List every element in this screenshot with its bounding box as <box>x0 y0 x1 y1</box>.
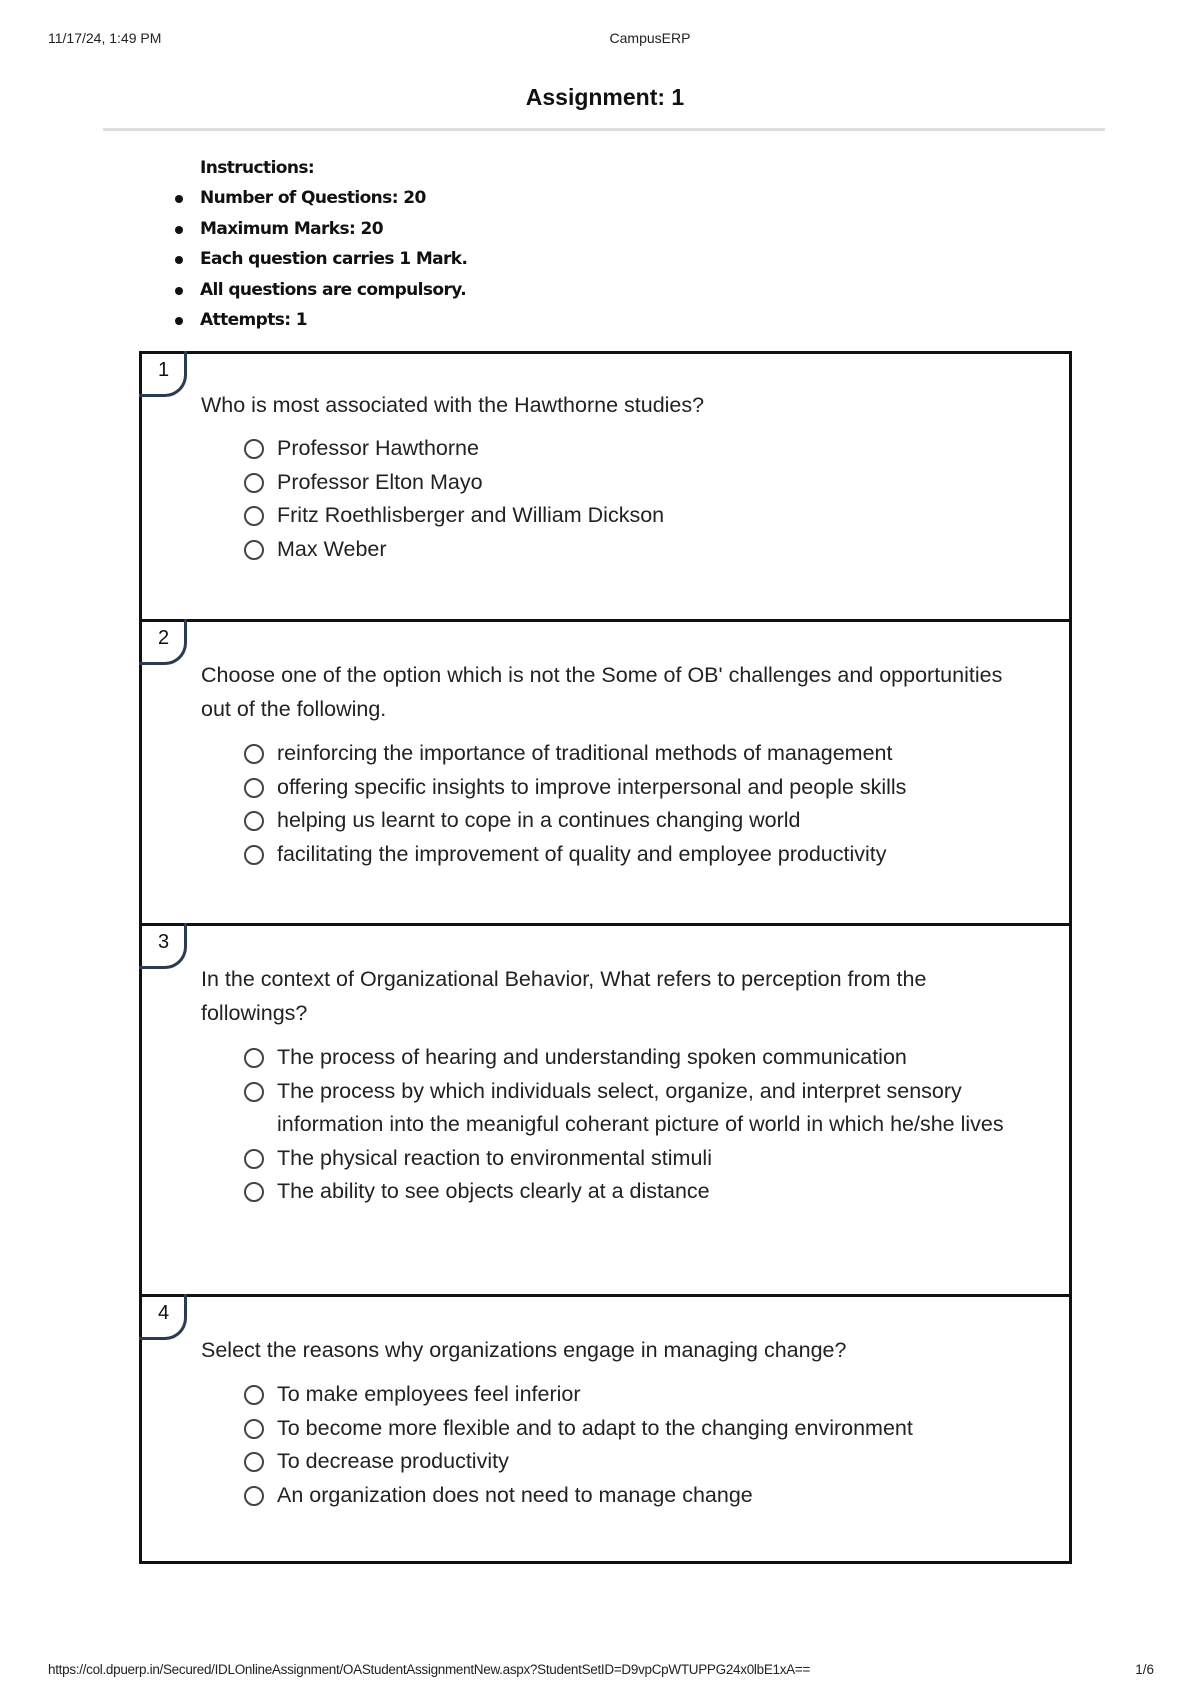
answer-option[interactable] <box>242 1075 1039 1142</box>
question-number-badge: 2 <box>139 619 187 665</box>
print-site-title: CampusERP <box>609 30 691 46</box>
answer-option[interactable] <box>242 499 1039 533</box>
option-label: The physical reaction to environmental stimuli <box>277 1145 712 1170</box>
answer-option[interactable] <box>242 1175 1039 1209</box>
option-label: Fritz Roethlisberger and William Dickson <box>277 503 665 527</box>
instruction-text: Number of Questions: 20 <box>200 188 426 208</box>
radio-button[interactable] <box>244 845 264 865</box>
option-label: To become more flexible and to adapt to the changing environment <box>277 1415 913 1440</box>
radio-button[interactable] <box>244 811 264 831</box>
question-number-badge: 3 <box>139 923 187 969</box>
question-number-badge: 1 <box>139 351 187 397</box>
radio-button[interactable] <box>244 439 264 459</box>
answer-option[interactable] <box>242 737 1039 771</box>
answer-option[interactable] <box>242 1479 1039 1513</box>
print-header <box>0 30 1200 50</box>
radio-button[interactable] <box>244 1182 264 1202</box>
answer-option[interactable] <box>242 771 1039 805</box>
question-text: Choose one of the option which is not the Some of OB' challenges and opportunities out of the following. <box>201 663 1003 721</box>
instruction-item-compulsory <box>200 278 467 309</box>
print-url: https://col.dpuerp.in/Secured/IDLOnlineAssignment/OAStudentAssignmentNew.aspx?StudentSetID=D9vpCpWTUPPG24x0lbE1xA== <box>48 1662 811 1677</box>
instruction-item-maximum-marks <box>200 217 467 248</box>
answer-option[interactable] <box>242 1445 1039 1479</box>
radio-button[interactable] <box>244 1486 264 1506</box>
question-text: Select the reasons why organizations engage in managing change? <box>201 1338 847 1362</box>
instruction-item-attempts <box>200 308 467 339</box>
radio-button[interactable] <box>244 1419 264 1439</box>
radio-button[interactable] <box>244 506 264 526</box>
bullet-icon <box>175 287 183 295</box>
instruction-item-number-of-questions <box>200 186 467 217</box>
option-label: helping us learnt to cope in a continues changing world <box>277 808 801 832</box>
radio-button[interactable] <box>244 1149 264 1169</box>
question-text: In the context of Organizational Behavior, What refers to perception from the followings? <box>201 967 927 1025</box>
radio-button[interactable] <box>244 1385 264 1405</box>
answer-option[interactable] <box>242 432 1039 466</box>
instructions-panel <box>200 156 467 339</box>
option-label: The process of hearing and understanding spoken communication <box>277 1045 907 1069</box>
answer-option[interactable] <box>242 1041 1039 1075</box>
radio-button[interactable] <box>244 1452 264 1472</box>
option-label: The process by which individuals select, organize, and interpret sensory information into the meanigful coherant picture of world in which he/she lives <box>277 1078 1004 1136</box>
radio-button[interactable] <box>244 1048 264 1068</box>
answer-option[interactable] <box>242 1412 1039 1446</box>
radio-button[interactable] <box>244 1082 264 1102</box>
bullet-icon <box>175 195 183 203</box>
radio-button[interactable] <box>244 744 264 764</box>
instructions-heading: Instructions: <box>200 158 315 178</box>
option-label: Professor Elton Mayo <box>277 469 483 494</box>
option-label: facilitating the improvement of quality and employee productivity <box>277 841 887 866</box>
instruction-text: Maximum Marks: 20 <box>200 218 384 239</box>
instruction-item-marks-per-question <box>200 247 467 278</box>
option-label: To make employees feel inferior <box>277 1382 581 1406</box>
page-indicator: 1/6 <box>1135 1662 1154 1677</box>
question-card-3 <box>139 923 1072 1297</box>
question-number-badge: 4 <box>139 1294 187 1340</box>
print-datetime: 11/17/24, 1:49 PM <box>48 30 162 46</box>
instructions-list <box>200 186 467 339</box>
option-label: reinforcing the importance of traditional methods of management <box>277 741 893 765</box>
answer-options <box>242 1041 1039 1209</box>
page-title: Assignment: 1 <box>525 84 685 110</box>
bullet-icon <box>175 256 183 264</box>
option-label: Max Weber <box>277 536 387 561</box>
question-card-4 <box>139 1294 1072 1564</box>
answer-option[interactable] <box>242 838 1039 872</box>
option-label: To decrease productivity <box>277 1449 509 1473</box>
bullet-icon <box>175 226 183 234</box>
option-label: An organization does not need to manage change <box>277 1482 753 1507</box>
answer-option[interactable] <box>242 1378 1039 1412</box>
bullet-icon <box>175 317 183 325</box>
question-text: Who is most associated with the Hawthorne studies? <box>201 393 705 417</box>
answer-options <box>242 737 1039 871</box>
instruction-text: All questions are compulsory. <box>200 279 467 300</box>
answer-option[interactable] <box>242 466 1039 500</box>
option-label: The ability to see objects clearly at a distance <box>277 1179 710 1203</box>
title-divider <box>103 128 1105 131</box>
answer-option[interactable] <box>242 1142 1039 1176</box>
option-label: offering specific insights to improve interpersonal and people skills <box>277 774 907 799</box>
answer-options <box>242 432 1039 566</box>
answer-option[interactable] <box>242 533 1039 567</box>
option-label: Professor Hawthorne <box>277 436 479 460</box>
page-title-container <box>0 84 1200 111</box>
radio-button[interactable] <box>244 778 264 798</box>
instruction-text: Each question carries 1 Mark. <box>200 249 468 269</box>
question-card-2 <box>139 619 1072 927</box>
radio-button[interactable] <box>244 540 264 560</box>
answer-options <box>242 1378 1039 1512</box>
answer-option[interactable] <box>242 804 1039 838</box>
question-card-1 <box>139 351 1072 623</box>
radio-button[interactable] <box>244 473 264 493</box>
instruction-text: Attempts: 1 <box>200 310 308 330</box>
